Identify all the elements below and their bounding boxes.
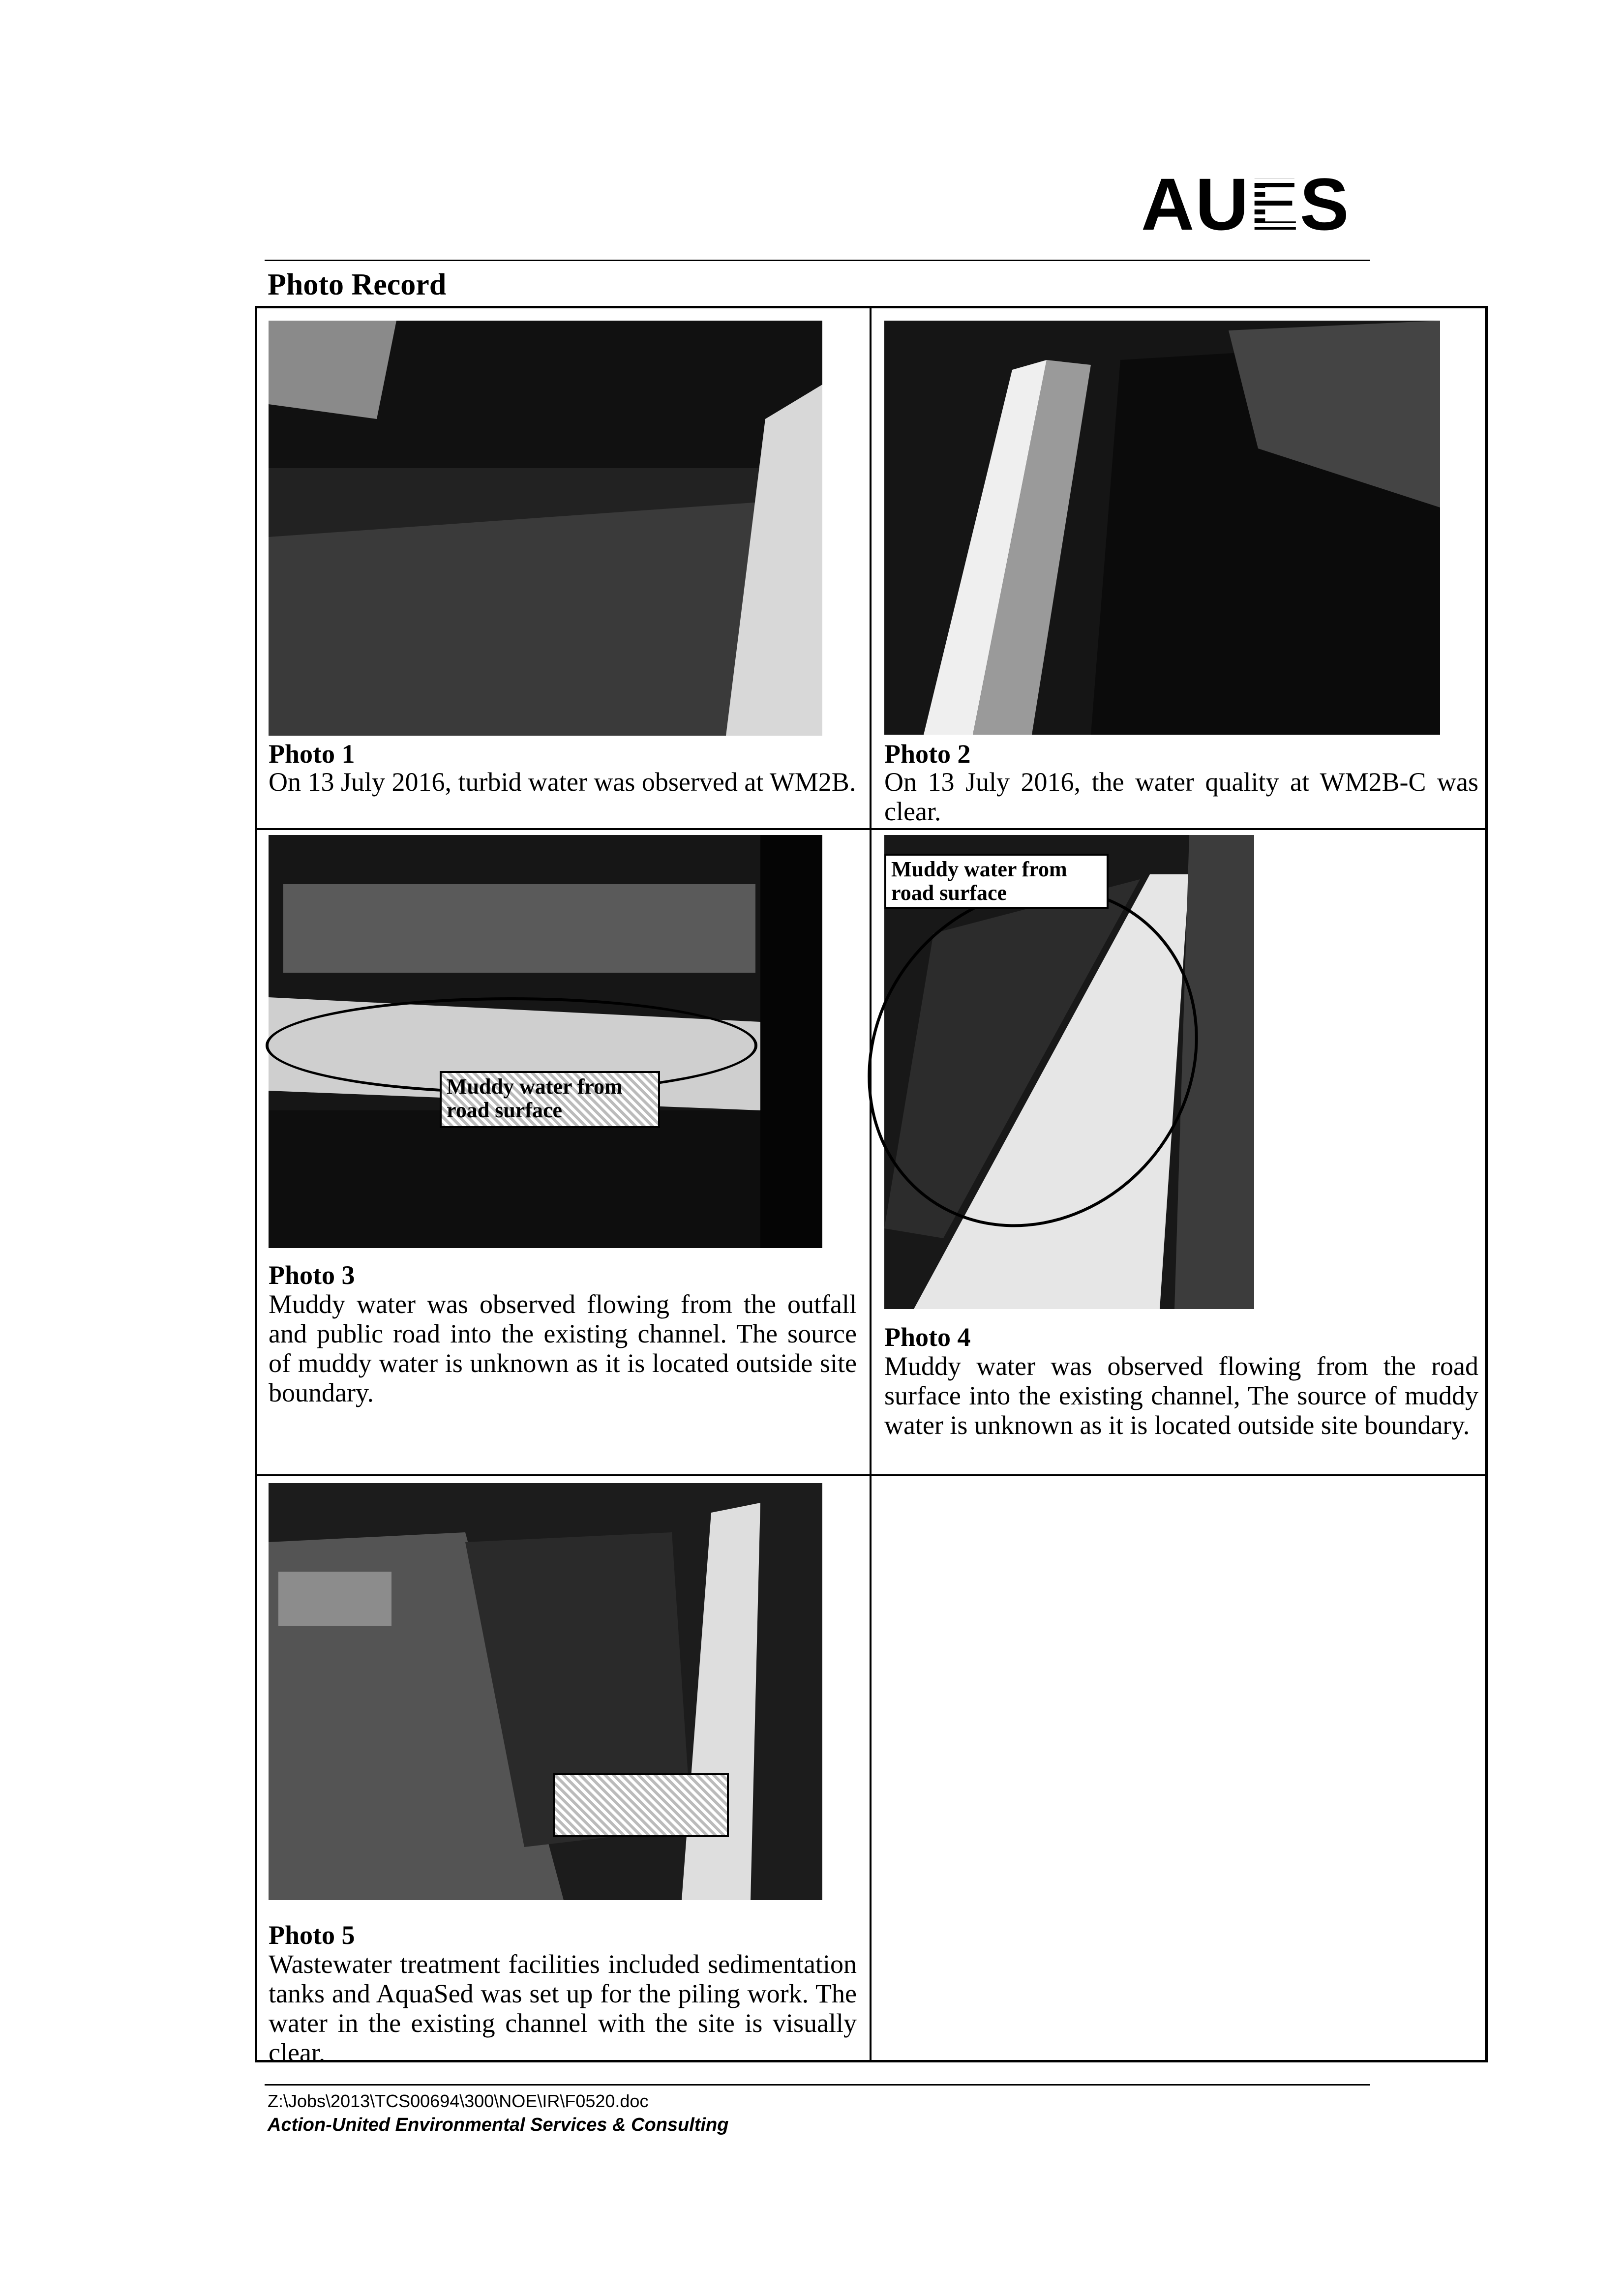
page-title: Photo Record [268,268,447,301]
photo-3-caption: Muddy water was observed flowing from the outfall and public road into the existing channel. The source of muddy water is unknown as it is located outside site boundary. [269,1289,857,1407]
column-divider [870,306,872,2062]
photo-2-image [884,321,1440,735]
photo-2-title: Photo 2 [884,739,971,769]
photo-2-caption: On 13 July 2016, the water quality at WM2B-C was clear. [884,767,1478,826]
footer-rule [265,2084,1370,2086]
photo-5-label-box [553,1773,729,1837]
photo-5-image [269,1483,822,1900]
photo-1-title: Photo 1 [269,739,355,769]
footer-file-path: Z:\Jobs\2013\TCS00694\300\NOE\IR\F0520.doc [268,2091,649,2111]
footer-company-name: Action-United Environmental Services & Consulting [268,2115,729,2135]
photo-5-caption: Wastewater treatment facilities included sedimentation tanks and AquaSed was set up for the piling work. The water in the existing channel with the site is visually clear. [269,1949,857,2067]
row-divider-2 [255,1474,1488,1476]
photo-4-caption: Muddy water was observed flowing from the road surface into the existing channel, The source of muddy water is unknown as it is located outside site boundary. [884,1351,1478,1440]
photo-4-title: Photo 4 [884,1322,971,1352]
row-divider-1 [255,828,1488,830]
header-rule [265,260,1370,261]
company-logo [1141,163,1367,245]
photo-3-title: Photo 3 [269,1260,355,1290]
photo-1-caption: On 13 July 2016, turbid water was observed at WM2B. [269,767,856,797]
logo-text: AUES [1141,163,1350,245]
photo-3-callout: Muddy water from road surface [440,1071,660,1128]
photo-4-callout: Muddy water from road surface [884,854,1109,909]
photo-1-image [269,321,822,736]
photo-5-title: Photo 5 [269,1920,355,1950]
